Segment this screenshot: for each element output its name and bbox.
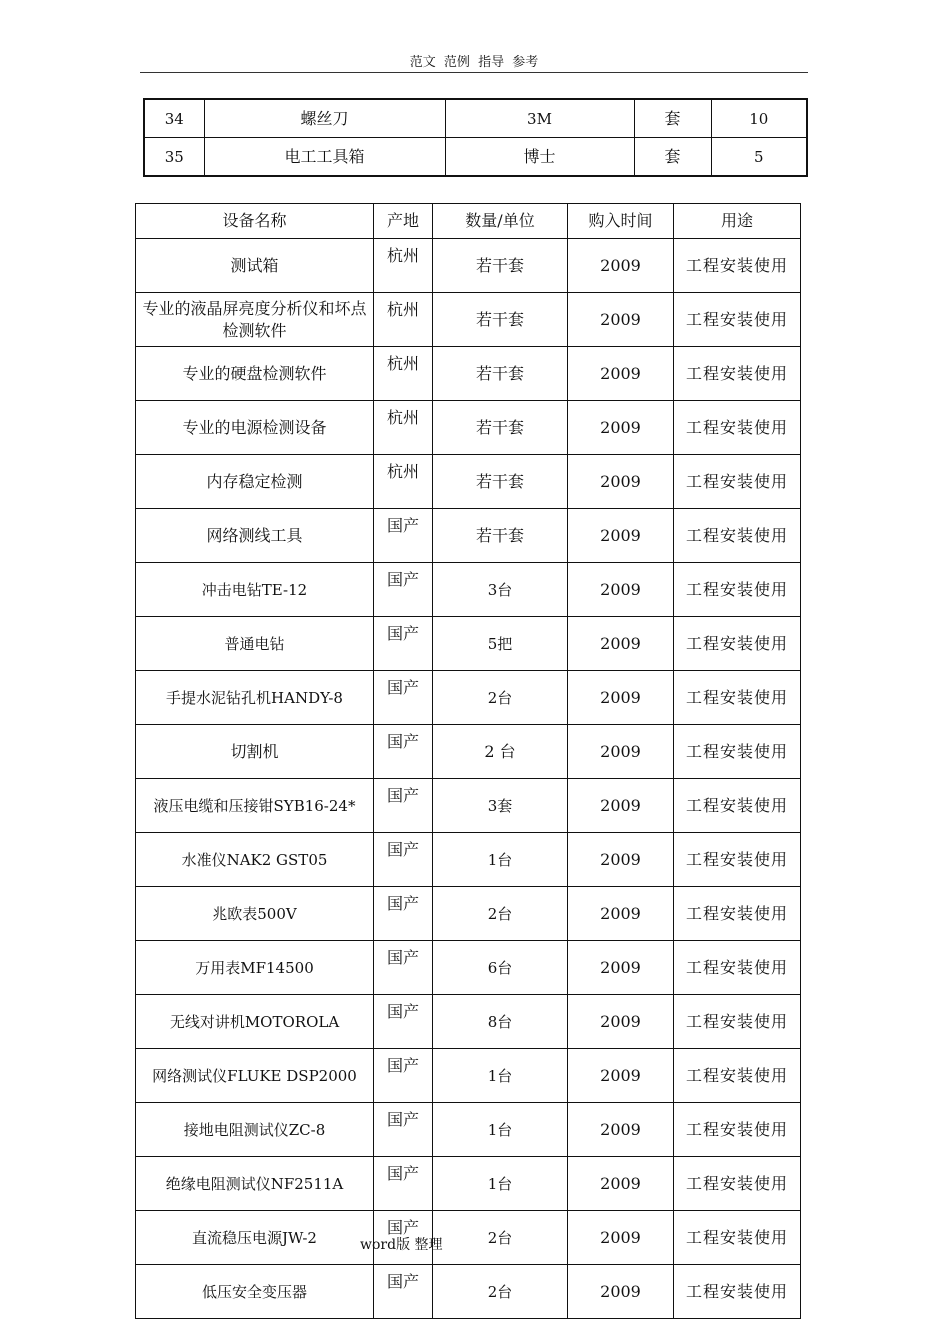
table-row — [136, 455, 801, 509]
equipment-origin: 国产 — [374, 563, 433, 617]
equipment-qty: 若干套 — [433, 239, 568, 293]
equipment-name: 网络测线工具 — [136, 509, 374, 563]
equipment-qty: 1台 — [433, 1049, 568, 1103]
table-row — [136, 293, 801, 347]
table-row — [136, 563, 801, 617]
equipment-year: 2009 — [568, 509, 674, 563]
equipment-origin: 国产 — [374, 995, 433, 1049]
table-row — [136, 1157, 801, 1211]
equipment-year: 2009 — [568, 995, 674, 1049]
header-part: 参考 — [512, 55, 539, 70]
equipment-purpose: 工程安装使用 — [674, 1049, 801, 1103]
row-number: 35 — [144, 138, 204, 177]
equipment-year: 2009 — [568, 401, 674, 455]
header-part: 范例 — [443, 55, 470, 70]
table-row — [144, 138, 807, 177]
equipment-purpose: 工程安装使用 — [674, 509, 801, 563]
equipment-year: 2009 — [568, 1265, 674, 1319]
table-row — [136, 941, 801, 995]
equipment-year: 2009 — [568, 1211, 674, 1265]
table-row — [136, 239, 801, 293]
equipment-name: 专业的液晶屏亮度分析仪和坏点检测软件 — [136, 293, 374, 347]
equipment-origin: 国产 — [374, 1103, 433, 1157]
equipment-purpose: 工程安装使用 — [674, 293, 801, 347]
equipment-purpose: 工程安装使用 — [674, 833, 801, 887]
equipment-name: 直流稳压电源JW-2 — [136, 1211, 374, 1265]
table-row — [136, 1049, 801, 1103]
table-row — [136, 995, 801, 1049]
equipment-year: 2009 — [568, 347, 674, 401]
header-cell: 设备名称 — [136, 204, 374, 239]
equipment-name: 专业的硬盘检测软件 — [136, 347, 374, 401]
equipment-origin: 国产 — [374, 887, 433, 941]
row-number: 34 — [144, 99, 204, 138]
equipment-qty: 1台 — [433, 1103, 568, 1157]
equipment-year: 2009 — [568, 455, 674, 509]
equipment-origin: 国产 — [374, 671, 433, 725]
equipment-origin: 国产 — [374, 941, 433, 995]
equipment-purpose: 工程安装使用 — [674, 887, 801, 941]
equipment-name: 无线对讲机MOTOROLA — [136, 995, 374, 1049]
equipment-origin: 杭州 — [374, 293, 433, 347]
equipment-purpose: 工程安装使用 — [674, 941, 801, 995]
equipment-origin: 国产 — [374, 1049, 433, 1103]
equipment-qty: 若干套 — [433, 455, 568, 509]
equipment-year: 2009 — [568, 1049, 674, 1103]
equipment-name: 低压安全变压器 — [136, 1265, 374, 1319]
equipment-purpose: 工程安装使用 — [674, 401, 801, 455]
equipment-name: 专业的电源检测设备 — [136, 401, 374, 455]
item-name: 电工工具箱 — [204, 138, 445, 177]
equipment-origin: 杭州 — [374, 455, 433, 509]
table-row — [136, 1103, 801, 1157]
item-unit: 套 — [634, 99, 711, 138]
header-cell: 数量/单位 — [433, 204, 568, 239]
table-row — [136, 887, 801, 941]
equipment-qty: 8台 — [433, 995, 568, 1049]
header-part: 指导 — [478, 55, 505, 70]
equipment-purpose: 工程安装使用 — [674, 455, 801, 509]
equipment-origin: 国产 — [374, 617, 433, 671]
equipment-qty: 2 台 — [433, 725, 568, 779]
header-cell: 购入时间 — [568, 204, 674, 239]
table-row — [136, 833, 801, 887]
equipment-purpose: 工程安装使用 — [674, 563, 801, 617]
equipment-year: 2009 — [568, 293, 674, 347]
equipment-name: 冲击电钻TE-12 — [136, 563, 374, 617]
equipment-year: 2009 — [568, 1103, 674, 1157]
equipment-year: 2009 — [568, 671, 674, 725]
item-qty: 10 — [711, 99, 807, 138]
item-unit: 套 — [634, 138, 711, 177]
header-part: 范文 — [409, 55, 436, 70]
equipment-purpose: 工程安装使用 — [674, 725, 801, 779]
equipment-name: 网络测试仪FLUKE DSP2000 — [136, 1049, 374, 1103]
equipment-origin: 国产 — [374, 1265, 433, 1319]
equipment-purpose: 工程安装使用 — [674, 1157, 801, 1211]
item-qty: 5 — [711, 138, 807, 177]
table-row — [136, 347, 801, 401]
equipment-purpose: 工程安装使用 — [674, 1265, 801, 1319]
equipment-name: 水准仪NAK2 GST05 — [136, 833, 374, 887]
equipment-table — [135, 203, 801, 1319]
equipment-origin: 国产 — [374, 725, 433, 779]
equipment-qty: 2台 — [433, 887, 568, 941]
equipment-name: 万用表MF14500 — [136, 941, 374, 995]
page-footer: word版 整理 — [360, 1237, 443, 1253]
equipment-purpose: 工程安装使用 — [674, 617, 801, 671]
equipment-purpose: 工程安装使用 — [674, 239, 801, 293]
equipment-qty: 若干套 — [433, 509, 568, 563]
equipment-year: 2009 — [568, 779, 674, 833]
equipment-name: 接地电阻测试仪ZC-8 — [136, 1103, 374, 1157]
equipment-year: 2009 — [568, 563, 674, 617]
item-brand: 博士 — [445, 138, 634, 177]
equipment-year: 2009 — [568, 239, 674, 293]
equipment-qty: 2台 — [433, 1211, 568, 1265]
header-cell: 用途 — [674, 204, 801, 239]
table-row — [136, 509, 801, 563]
equipment-origin: 国产 — [374, 1211, 433, 1265]
table-row — [136, 1265, 801, 1319]
table-row — [136, 671, 801, 725]
equipment-name: 兆欧表500V — [136, 887, 374, 941]
equipment-name: 手提水泥钻孔机HANDY-8 — [136, 671, 374, 725]
equipment-name: 普通电钻 — [136, 617, 374, 671]
equipment-purpose: 工程安装使用 — [674, 1103, 801, 1157]
equipment-qty: 2台 — [433, 671, 568, 725]
equipment-qty: 1台 — [433, 833, 568, 887]
equipment-origin: 杭州 — [374, 239, 433, 293]
table-header-row — [136, 204, 801, 239]
equipment-name: 绝缘电阻测试仪NF2511A — [136, 1157, 374, 1211]
equipment-purpose: 工程安装使用 — [674, 995, 801, 1049]
equipment-qty: 若干套 — [433, 293, 568, 347]
equipment-origin: 杭州 — [374, 401, 433, 455]
equipment-qty: 1台 — [433, 1157, 568, 1211]
equipment-qty: 若干套 — [433, 347, 568, 401]
equipment-origin: 国产 — [374, 509, 433, 563]
equipment-qty: 若干套 — [433, 401, 568, 455]
equipment-origin: 国产 — [374, 1157, 433, 1211]
table-row — [136, 401, 801, 455]
equipment-purpose: 工程安装使用 — [674, 1211, 801, 1265]
equipment-qty: 3套 — [433, 779, 568, 833]
header-cell: 产地 — [374, 204, 433, 239]
equipment-year: 2009 — [568, 833, 674, 887]
equipment-year: 2009 — [568, 941, 674, 995]
equipment-year: 2009 — [568, 617, 674, 671]
equipment-year: 2009 — [568, 887, 674, 941]
table-row — [136, 617, 801, 671]
equipment-qty: 2台 — [433, 1265, 568, 1319]
table-row — [136, 779, 801, 833]
equipment-qty: 5把 — [433, 617, 568, 671]
equipment-purpose: 工程安装使用 — [674, 779, 801, 833]
equipment-name: 内存稳定检测 — [136, 455, 374, 509]
equipment-purpose: 工程安装使用 — [674, 671, 801, 725]
table-row — [136, 725, 801, 779]
table-row — [144, 99, 807, 138]
equipment-year: 2009 — [568, 1157, 674, 1211]
equipment-year: 2009 — [568, 725, 674, 779]
table-row — [136, 1211, 801, 1265]
equipment-origin: 国产 — [374, 833, 433, 887]
equipment-name: 测试箱 — [136, 239, 374, 293]
equipment-qty: 3台 — [433, 563, 568, 617]
equipment-qty: 6台 — [433, 941, 568, 995]
item-name: 螺丝刀 — [204, 99, 445, 138]
item-brand: 3M — [445, 99, 634, 138]
tools-table — [143, 98, 808, 177]
equipment-purpose: 工程安装使用 — [674, 347, 801, 401]
equipment-name: 切割机 — [136, 725, 374, 779]
equipment-name: 液压电缆和压接钳SYB16-24* — [136, 779, 374, 833]
equipment-origin: 杭州 — [374, 347, 433, 401]
equipment-origin: 国产 — [374, 779, 433, 833]
page-header — [140, 54, 808, 73]
